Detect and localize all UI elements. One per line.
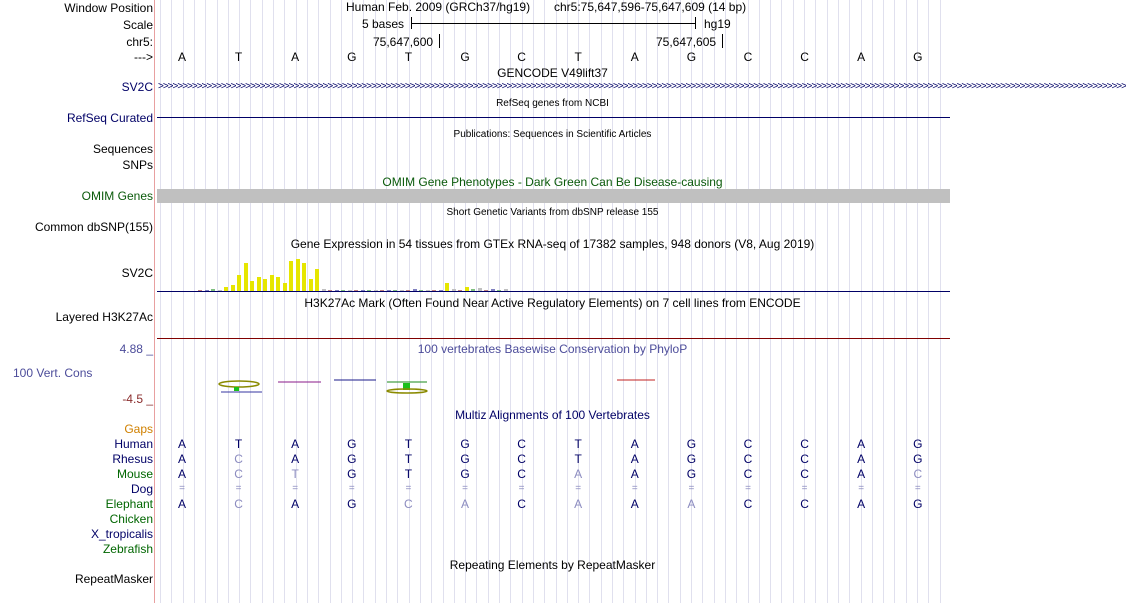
gtex-baseline bbox=[157, 291, 950, 292]
alignment-base: = bbox=[575, 483, 582, 494]
alignment-base: T bbox=[404, 467, 413, 481]
alignment-base: C bbox=[234, 452, 243, 466]
assembly-text: Human Feb. 2009 (GRCh37/hg19) bbox=[346, 0, 531, 14]
alignment-base: = bbox=[801, 483, 808, 494]
alignment-base: C bbox=[800, 437, 809, 451]
alignment-base: T bbox=[404, 452, 413, 466]
gtex-bar[interactable] bbox=[237, 275, 241, 291]
alignment-base: C bbox=[404, 497, 413, 511]
alignment-base: G bbox=[460, 467, 470, 481]
gtex-bar[interactable] bbox=[250, 281, 254, 291]
alignment-base: = bbox=[179, 483, 185, 494]
alignment-base: G bbox=[686, 437, 697, 451]
gencode-title[interactable]: GENCODE V49lift37 bbox=[497, 66, 608, 80]
publications-snps-label[interactable]: SNPs bbox=[122, 158, 153, 172]
gtex-bar[interactable] bbox=[289, 261, 293, 291]
alignment-base: A bbox=[630, 497, 639, 511]
base-6: C bbox=[517, 50, 526, 64]
base-7: T bbox=[574, 50, 582, 64]
species-label-dog: Dog bbox=[130, 482, 153, 496]
alignment-base: A bbox=[857, 467, 866, 481]
refseq-title[interactable]: RefSeq genes from NCBI bbox=[496, 98, 609, 109]
conservation-track-label[interactable]: 100 Vert. Cons bbox=[13, 366, 93, 380]
alignment-base: G bbox=[460, 437, 470, 451]
gtex-bar[interactable] bbox=[283, 283, 287, 291]
scale-db: hg19 bbox=[704, 17, 731, 31]
alignment-base: G bbox=[913, 497, 923, 511]
repeatmasker-track-label[interactable]: RepeatMasker bbox=[74, 572, 153, 586]
scale-bar-right-tick bbox=[695, 17, 696, 29]
alignment-base: C bbox=[743, 437, 753, 451]
alignment-base: A bbox=[630, 452, 639, 466]
alignment-base: A bbox=[177, 467, 186, 481]
conservation-title[interactable]: 100 vertebrates Basewise Conservation by PhyloP bbox=[417, 342, 688, 356]
species-label-chicken: Chicken bbox=[109, 512, 153, 526]
alignment-base: G bbox=[347, 452, 357, 466]
position-text[interactable]: chr5:75,647,596-75,647,609 (14 bp) bbox=[554, 0, 747, 14]
alignment-base: T bbox=[234, 437, 243, 451]
alignment-base: A bbox=[630, 437, 639, 451]
omim-title[interactable]: OMIM Gene Phenotypes - Dark Green Can Be Disease-causing bbox=[382, 175, 723, 189]
alignment-base: C bbox=[234, 497, 243, 511]
species-label-x_tropicalis: X_tropicalis bbox=[90, 527, 153, 541]
alignment-base: A bbox=[574, 467, 583, 481]
species-label-rhesus: Rhesus bbox=[112, 452, 153, 466]
alignment-base: A bbox=[857, 452, 866, 466]
alignment-base: C bbox=[517, 467, 526, 481]
alignment-base: T bbox=[404, 437, 413, 451]
multiz-gaps-label: Gaps bbox=[124, 422, 153, 436]
alignment-base: = bbox=[462, 483, 468, 494]
alignment-base: C bbox=[743, 497, 753, 511]
publications-sequences-label[interactable]: Sequences bbox=[92, 142, 153, 156]
alignment-base: C bbox=[913, 467, 923, 481]
chrom-label: chr5: bbox=[126, 35, 153, 49]
alignment-base: A bbox=[291, 452, 300, 466]
base-2: A bbox=[291, 50, 300, 64]
alignment-base: A bbox=[177, 437, 186, 451]
alignment-base: G bbox=[913, 452, 923, 466]
multiz-title[interactable]: Multiz Alignments of 100 Vertebrates bbox=[455, 408, 650, 422]
alignment-base: G bbox=[913, 437, 923, 451]
species-label-human: Human bbox=[114, 437, 153, 451]
alignment-base: = bbox=[518, 483, 525, 494]
gtex-bar[interactable] bbox=[244, 263, 248, 291]
omim-track-label[interactable]: OMIM Genes bbox=[81, 189, 153, 203]
alignment-base: = bbox=[348, 483, 355, 494]
alignment-base: A bbox=[460, 497, 469, 511]
alignment-base: = bbox=[688, 483, 695, 494]
alignment-base: = bbox=[292, 483, 299, 494]
alignment-base: = bbox=[858, 483, 865, 494]
alignment-base: = bbox=[914, 483, 921, 494]
refseq-track-label[interactable]: RefSeq Curated bbox=[66, 111, 153, 125]
base-8: A bbox=[630, 50, 639, 64]
species-label-mouse: Mouse bbox=[116, 467, 153, 481]
h3k27ac-title[interactable]: H3K27Ac Mark (Often Found Near Active Regulatory Elements) on 7 cell lines from ENCODE bbox=[304, 296, 801, 310]
gtex-bar[interactable] bbox=[309, 279, 313, 291]
base-1: T bbox=[234, 50, 243, 64]
alignment-base: = bbox=[745, 483, 751, 494]
conservation-mark-1 bbox=[219, 381, 262, 392]
gtex-bar[interactable] bbox=[270, 275, 274, 291]
alignment-base: A bbox=[857, 437, 866, 451]
dbsnp-track-label[interactable]: Common dbSNP(155) bbox=[34, 220, 153, 234]
conservation-plot[interactable] bbox=[157, 374, 950, 398]
scale-label: Scale bbox=[122, 18, 153, 32]
alignment-base: C bbox=[517, 497, 526, 511]
alignment-base: A bbox=[291, 437, 300, 451]
base-12: A bbox=[857, 50, 866, 64]
gencode-track-label[interactable]: SV2C bbox=[121, 80, 153, 94]
gtex-bar[interactable] bbox=[296, 259, 300, 291]
base-5: G bbox=[460, 50, 470, 64]
coord-tick-2 bbox=[722, 34, 723, 48]
gtex-bar[interactable] bbox=[302, 263, 306, 291]
alignment-base: A bbox=[177, 452, 186, 466]
alignment-base: T bbox=[574, 452, 582, 466]
base-0: A bbox=[177, 50, 186, 64]
alignment-base: C bbox=[517, 437, 526, 451]
gencode-gene-strand[interactable]: >>>>>>>>>>>>>>>>>>>>>>>>>>>>>>>>>>>>>>>>>>>>>>>>>>>>>>>>>>>>>>>>>>>>>>>>>>>>>>>>>>>>>>>>>>>>>>>>>>>>>>>>>>>>>>>>>>>>>>>>>>>>>>>>>>>>>>>>>>>>>>>>>>>>>>>>>>>>>>>>>>>>>>>>>>>>>>>>>>>>>>>>>>>>>>>>>>>>>>>> bbox=[158, 81, 1126, 92]
gtex-expression-chart[interactable] bbox=[157, 251, 950, 292]
alignment-base: A bbox=[177, 497, 186, 511]
alignment-base: G bbox=[460, 452, 470, 466]
alignment-base: A bbox=[574, 497, 583, 511]
alignment-base: C bbox=[234, 467, 243, 481]
scale-bar bbox=[411, 23, 695, 24]
species-label-elephant: Elephant bbox=[105, 497, 153, 511]
coord-label-1: 75,647,600 bbox=[373, 35, 434, 49]
alignment-base: C bbox=[743, 467, 753, 481]
alignment-base: = bbox=[235, 483, 242, 494]
alignment-base: C bbox=[517, 452, 526, 466]
dbsnp-title[interactable]: Short Genetic Variants from dbSNP release 155 bbox=[446, 207, 659, 218]
base-3: G bbox=[347, 50, 357, 64]
alignment-base: A bbox=[687, 497, 696, 511]
publications-title[interactable]: Publications: Sequences in Scientific Articles bbox=[453, 129, 652, 140]
base-4: T bbox=[404, 50, 413, 64]
base-10: C bbox=[743, 50, 753, 64]
coord-tick-1 bbox=[439, 34, 440, 48]
conservation-max-label: 4.88 _ bbox=[119, 342, 153, 356]
h3k27ac-signal-line bbox=[157, 338, 950, 339]
gtex-bar[interactable] bbox=[257, 277, 261, 291]
alignment-base: = bbox=[631, 483, 638, 494]
strand-arrow-label: ---> bbox=[134, 50, 153, 64]
alignment-base: C bbox=[800, 497, 809, 511]
gtex-bar[interactable] bbox=[445, 283, 449, 291]
alignment-base: G bbox=[347, 437, 357, 451]
alignment-base: T bbox=[574, 437, 582, 451]
species-label-zebrafish: Zebrafish bbox=[102, 542, 153, 556]
omim-phenotype-bar[interactable] bbox=[157, 189, 950, 203]
alignment-base: G bbox=[686, 452, 697, 466]
alignment-base: = bbox=[405, 483, 412, 494]
repeatmasker-title[interactable]: Repeating Elements by RepeatMasker bbox=[449, 558, 656, 572]
gtex-bar[interactable] bbox=[315, 269, 319, 291]
gtex-bar[interactable] bbox=[263, 279, 267, 291]
h3k27ac-track-label[interactable]: Layered H3K27Ac bbox=[55, 310, 153, 324]
alignment-base: C bbox=[800, 452, 809, 466]
alignment-base: C bbox=[743, 452, 753, 466]
alignment-base: G bbox=[686, 467, 697, 481]
alignment-base: C bbox=[800, 467, 809, 481]
alignment-base: A bbox=[857, 497, 866, 511]
alignment-base: A bbox=[630, 467, 639, 481]
base-11: C bbox=[800, 50, 809, 64]
gtex-bar[interactable] bbox=[276, 277, 280, 291]
conservation-mark-4 bbox=[387, 382, 427, 393]
alignment-base: G bbox=[347, 497, 357, 511]
base-13: G bbox=[913, 50, 923, 64]
alignment-base: T bbox=[291, 467, 299, 481]
base-9: G bbox=[686, 50, 697, 64]
window-position-label: Window Position bbox=[64, 1, 153, 15]
alignment-base: A bbox=[291, 497, 300, 511]
scale-text: 5 bases bbox=[362, 17, 405, 31]
gtex-title[interactable]: Gene Expression in 54 tissues from GTEx RNA-seq of 17382 samples, 948 donors (V8, Aug 2019) bbox=[290, 237, 815, 251]
coord-label-2: 75,647,605 bbox=[656, 35, 717, 49]
conservation-min-label: -4.5 _ bbox=[122, 392, 153, 406]
alignment-base: G bbox=[347, 467, 357, 481]
gtex-track-label[interactable]: SV2C bbox=[121, 266, 153, 280]
refseq-gene-line[interactable] bbox=[157, 117, 950, 118]
